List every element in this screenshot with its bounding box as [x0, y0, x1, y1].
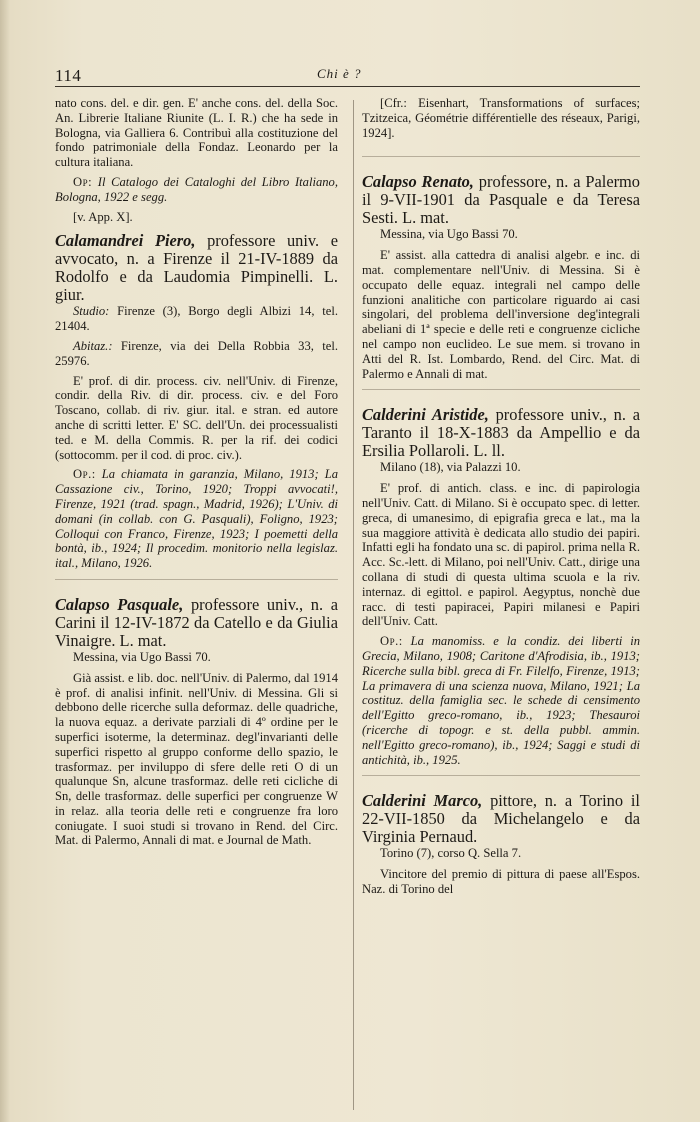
entry-bio: E' prof. di dir. process. civ. nell'Univ. di Firenze, condir. della Riv. di dir. process. civ. e del Foro Toscano, collab. di riv. giur. ital. e stran. ed autore anche di scritti letter. E' SC. dell'Un. dei processualisti ted. e M. della Commis. R. per la rif. dei codici (sottocomm. per il cod. di proc. civ.). [55, 373, 338, 462]
entry-heading [362, 792, 640, 846]
entry-bio: Vincitore del premio di pittura di paese all'Espos. Naz. di Torino del [362, 867, 640, 896]
entry-name: Calderini Marco, [362, 791, 483, 811]
abitaz-label: Abitaz.: [73, 338, 113, 353]
running-title: Chi è ? [317, 66, 362, 81]
works-paragraph [55, 175, 338, 205]
works-label: Op.: [380, 634, 403, 649]
entry-desc: professore univ., n. a Carini il 12-IV-1872 da Catello e da Giulia Vinaigre. L. mat. [55, 594, 338, 650]
entry-studio [55, 304, 338, 334]
entry-calderini-marco [362, 792, 640, 896]
entry-separator [362, 156, 640, 157]
works-label: Op: [73, 174, 93, 189]
page-header [55, 64, 640, 86]
intro-paragraph: nato cons. del. e dir. gen. E' anche cons. del. della Soc. An. Librerie Italiane Riunite (L. I. R.) che ha sede in Bologna, via Galliera 6. Contribuì alla costituzione del fondo patrimoniale della Fondaz. Leonardo per la cultura italiana. [55, 96, 338, 170]
studio-label: Studio: [73, 304, 110, 319]
entry-bio: E' assist. alla cattedra di analisi algebr. e inc. di mat. complementare nell'Univ. di Messina. Si è occupato delle equaz. integrali nel campo delle funzioni analitiche con particolare riguardo ai casi singolari, del problema dell'inversione deg'integrali abeliani di 1ª specie e delle reti e congruenze cicliche nel campo non euclideo. Le sue mem. si trovano in Atti del R. Ist. Lombardo, Rend. del Circ. Mat. di Palermo e Annali di mat. [362, 248, 640, 381]
column-divider [353, 100, 354, 1110]
entry-heading [55, 232, 338, 304]
entry-desc: professore univ. e avvocato, n. a Firenze il 21-IV-1889 da Rodolfo e da Laudomia Pimpinelli. L. giur. [55, 231, 338, 305]
entry-works [362, 634, 640, 767]
entry-address: Milano (18), via Palazzi 10. [380, 460, 521, 475]
cfr-reference: [Cfr.: Eisenhart, Transformations of surfaces; Tzitzeica, Géométrie différentielle des réseaux, Parigi, 1924]. [362, 96, 640, 140]
entry-works [55, 467, 338, 571]
abitaz-text: Firenze, via dei Della Robbia 33, tel. 25976. [55, 338, 339, 368]
page-number: 114 [55, 66, 82, 85]
entry-heading [55, 596, 338, 650]
right-column [362, 96, 640, 897]
entry-calapso-pasquale [55, 596, 338, 848]
entry-separator [55, 579, 338, 580]
entry-name: Calapso Pasquale, [55, 594, 184, 614]
appendix-ref: [v. App. X]. [73, 209, 133, 224]
works-text: La manomiss. e la condiz. dei liberti in Grecia, Milano, 1908; Caritone d'Afrodisia, ib., 1913; Ricerche sulla bibl. greca di Fr. Filelfo, Firenze, 1913; La primavera di una scienza nuova, Milano, 1921; La costituz. della famiglia sec. le schede di censimento dell'Egitto greco-romano, ib., 1923; Thesauroi (ricerche di topogr. e st. della pubbl. ammin. nell'Egitto greco-romano), ib., 1924; Saggi e studi di antichità, ib., 1925. [362, 634, 641, 767]
entry-name: Calamandrei Piero, [55, 231, 196, 251]
entry-address: Messina, via Ugo Bassi 70. [380, 227, 518, 242]
entry-calderini-aristide [362, 406, 640, 767]
entry-abitaz [55, 339, 338, 369]
left-column [55, 96, 338, 848]
entry-bio: Già assist. e lib. doc. nell'Univ. di Palermo, dal 1914 è prof. di analisi infinit. nell'Univ. di Messina. Gli si debbono delle ricerche sulla deformaz. delle quadriche, la nuova equaz. a derivate parziali di 4º ordine per le superfici isoterme, la determinaz. degl'invarianti delle superfici rispetto al gruppo conforme dello spazio, le trasformaz. per inviluppo di sfere delle reti O di un qualunque Sn, alcune trasformaz. delle reti cicliche di Sn, delle trasformaz. delle superfici per congruenze W in relaz. alla teoria delle reti e congruenze fra loro coniugate. I suoi studi si trovano in Rend. del Circ. Mat. di Palermo, Annali di mat. e Journal de Math. [55, 670, 338, 848]
entry-calapso-renato [362, 173, 640, 381]
entry-bio: E' prof. di antich. class. e inc. di papirologia nell'Univ. Catt. di Milano. Si è occupato spec. di letter. greca, di umanesimo, di epigrafia greca e lat., ma la sua maggiore attività è dedicata allo studio dei papiri. Infatti egli ha fondato una sc. di papirol. prima nella R. Acc. Sc.-lett. di Milano, poi nell'Univ. Catt., dirige una collana di studi di questa ultima scuola e la riv. internaz. di egittol. e papirol. Aegyptus, nonchè due racc. di testi papiracei, Papiri milanesi e Papiri dell'Univ. Catt. [362, 481, 640, 629]
entry-heading [362, 173, 640, 227]
entry-separator [362, 389, 640, 390]
entry-desc: professore univ., n. a Taranto il 18-X-1883 da Ampellio e da Ersilia Pollaroli. L. ll. [362, 405, 640, 461]
works-label: Op.: [73, 467, 96, 482]
entry-address: Messina, via Ugo Bassi 70. [73, 649, 211, 664]
entry-heading [362, 406, 640, 460]
works-text: La chiamata in garanzia, Milano, 1913; La Cassazione civ., Torino, 1920; Troppi avvocati!, Firenze, 1921 (trad. spagn., Madrid, 1926); L'Univ. di domani (in collab. con G. Pasquali), Foligno, 1923; Colloqui con Franco, Firenze, 1923; I poemetti della bontà, ib., 1924; Il procedim. monitorio nella legislaz. ital., Milano, 1926. [55, 467, 338, 571]
entry-separator [362, 775, 640, 776]
header-rule [55, 86, 640, 87]
entry-desc: professore, n. a Palermo il 9-VII-1901 da Pasquale e da Teresa Sesti. L. mat. [362, 172, 640, 228]
works-text: Il Catalogo dei Cataloghi del Libro Italiano, Bologna, 1922 e segg. [55, 174, 338, 204]
entry-calamandrei [55, 232, 338, 571]
entry-name: Calapso Renato, [362, 172, 474, 192]
page-spine-shadow [0, 0, 10, 1122]
studio-text: Firenze (3), Borgo degli Albizi 14, tel. 21404. [55, 304, 338, 334]
entry-address: Torino (7), corso Q. Sella 7. [380, 846, 522, 861]
entry-name: Calderini Aristide, [362, 405, 489, 425]
entry-desc: pittore, n. a Torino il 22-VII-1850 da Michelangelo e da Virginia Pernaud. [362, 791, 640, 847]
